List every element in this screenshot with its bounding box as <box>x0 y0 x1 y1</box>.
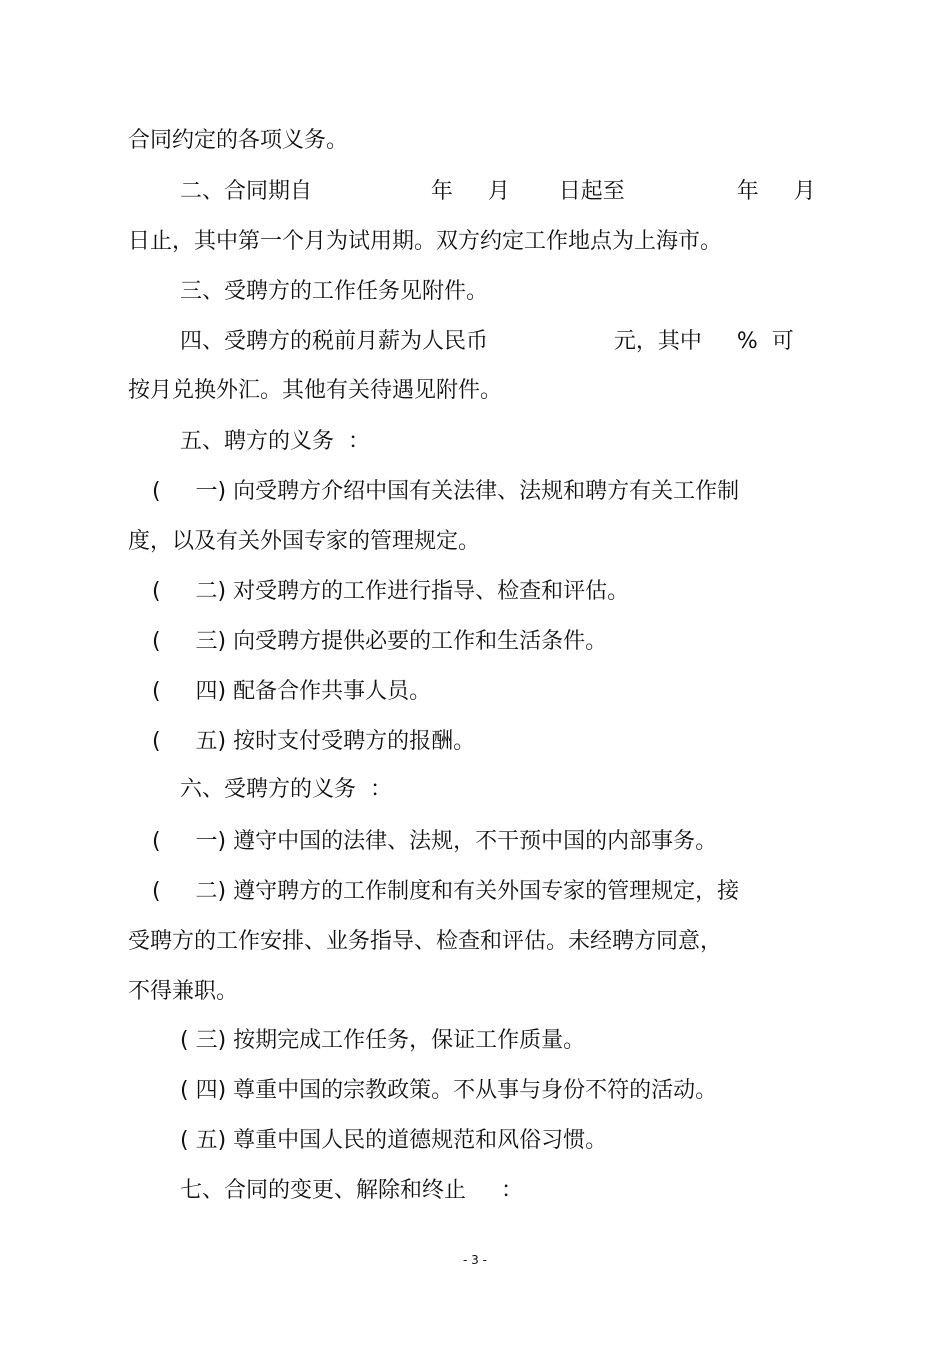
text-line: 受聘方的工作安排、业务指导、检查和评估。未经聘方同意， <box>128 929 723 954</box>
text-line: 日止，其中第一个月为试用期。双方约定工作地点为上海市。 <box>128 229 723 254</box>
section-heading: 五、聘方的义务 ： <box>180 429 370 454</box>
text-line: 度，以及有关外国专家的管理规定。 <box>128 529 481 554</box>
text-line: 四、受聘方的税前月薪为人民币 元，其中 % 可 <box>180 329 794 354</box>
list-item: ( 二) 对受聘方的工作进行指导、检查和评估。 <box>152 579 630 604</box>
section-heading: 七、合同的变更、解除和终止 ： <box>180 1178 523 1203</box>
text-line: 不得兼职。 <box>128 979 239 1004</box>
list-item: ( 三) 向受聘方提供必要的工作和生活条件。 <box>152 629 608 654</box>
section-heading: 六、受聘方的义务 ： <box>180 777 392 802</box>
text-line: 按月兑换外汇。其他有关待遇见附件。 <box>128 378 503 403</box>
page-number: - 3 - <box>463 1253 487 1267</box>
list-item: ( 五) 尊重中国人民的道德规范和风俗习惯。 <box>180 1128 608 1153</box>
list-item: ( 三) 按期完成工作任务，保证工作质量。 <box>180 1028 586 1053</box>
list-item: ( 一) 向受聘方介绍中国有关法律、法规和聘方有关工作制 <box>152 479 740 504</box>
list-item: ( 四) 配备合作共事人员。 <box>152 679 432 704</box>
list-item: ( 五) 按时支付受聘方的报酬。 <box>152 729 476 754</box>
text-line: 二、合同期自 年 月 日起至 年 月 <box>180 179 816 204</box>
text-line: 三、受聘方的工作任务见附件。 <box>180 279 489 304</box>
text-line: 合同约定的各项义务。 <box>128 128 349 153</box>
list-item: ( 四) 尊重中国的宗教政策。不从事与身份不符的活动。 <box>180 1078 718 1103</box>
list-item: ( 二) 遵守聘方的工作制度和有关外国专家的管理规定，接 <box>152 879 740 904</box>
list-item: ( 一) 遵守中国的法律、法规，不干预中国的内部事务。 <box>152 829 718 854</box>
